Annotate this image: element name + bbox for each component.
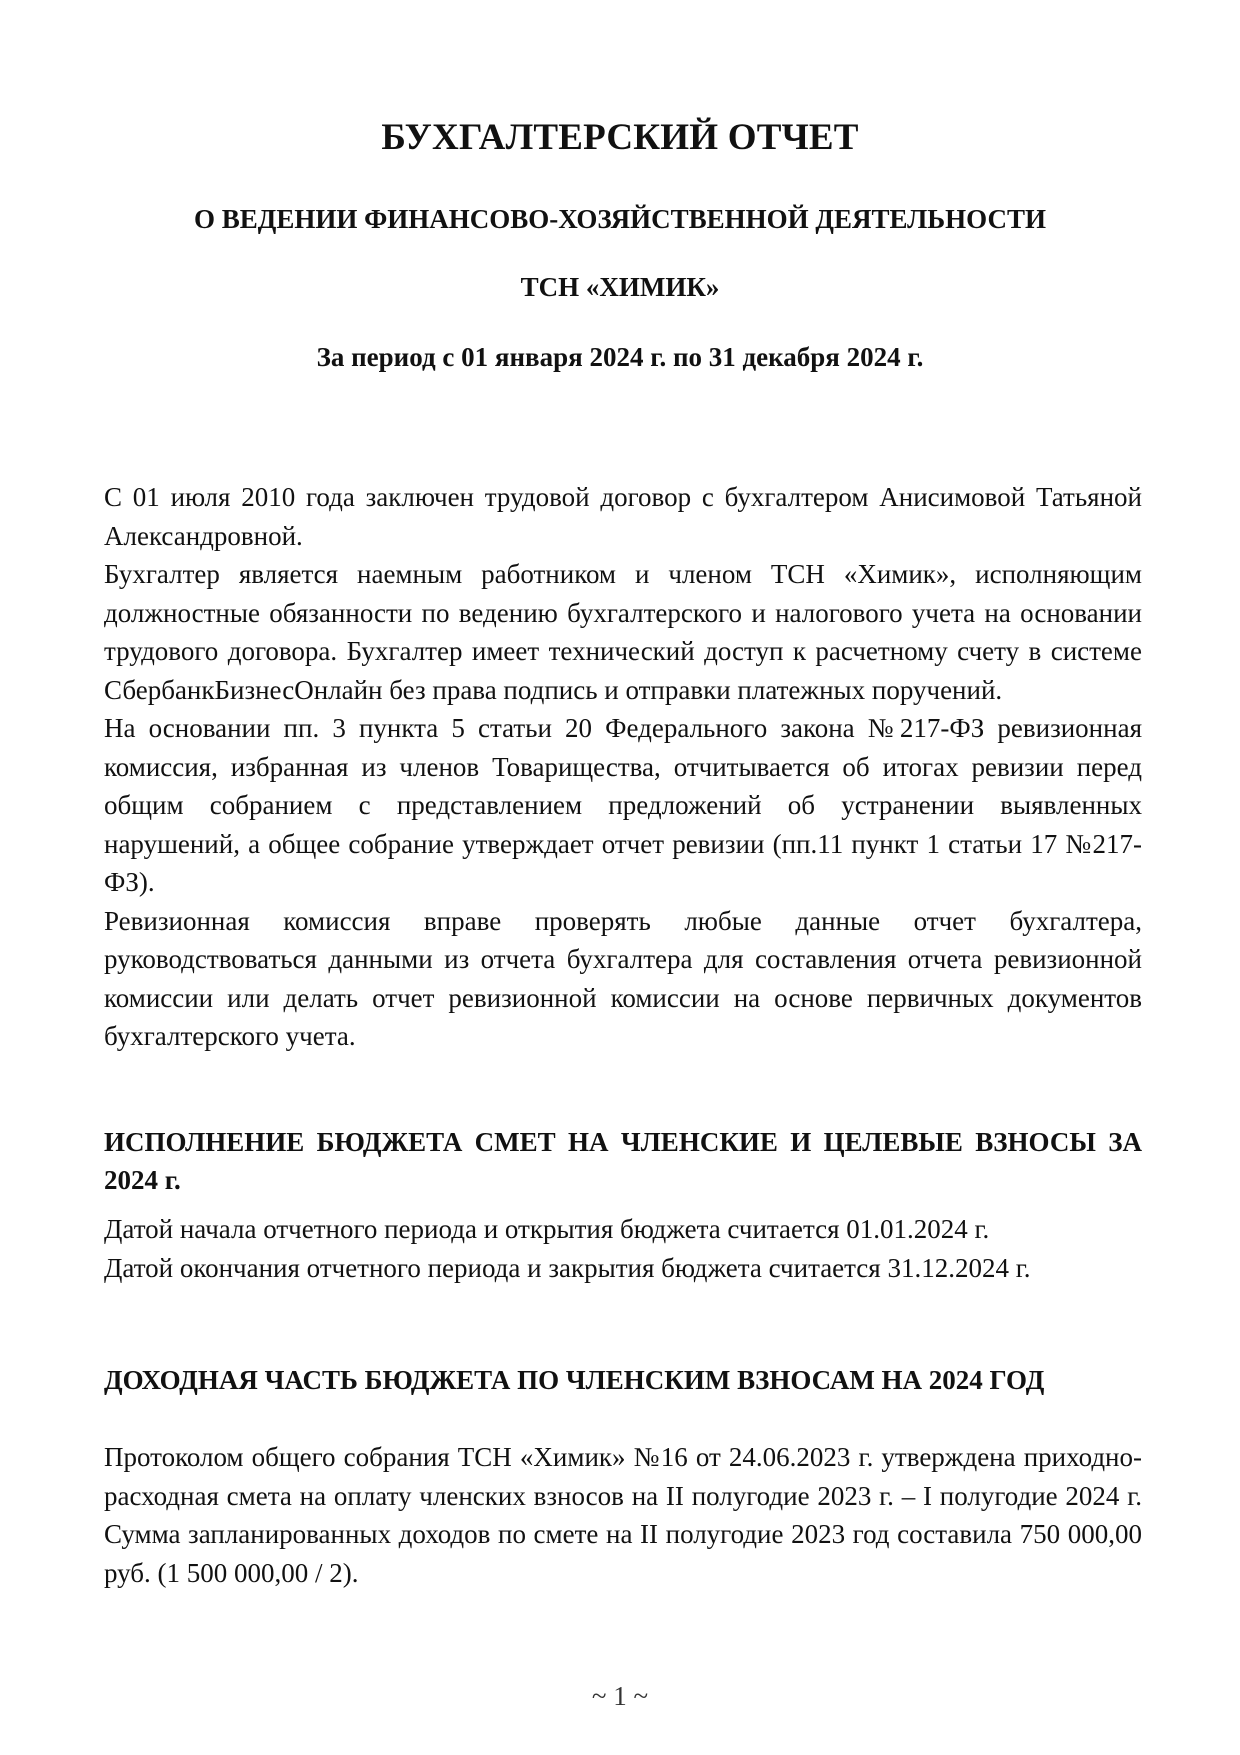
intro-paragraph: Бухгалтер является наемным работником и членом ТСН «Химик», исполняющим должностные обязанности по ведению бухгалтерского и налогового учета на основании трудового договора. Бухгалтер имеет технический доступ к расчетному счету в системе СбербанкБизнесОнлайн без права подпись и отправки платежных поручений. bbox=[104, 559, 1142, 705]
income-budget-heading: ДОХОДНАЯ ЧАСТЬ БЮДЖЕТА ПО ЧЛЕНСКИМ ВЗНОСАМ НА 2024 ГОД bbox=[104, 1365, 1045, 1395]
budget-execution-section bbox=[104, 1210, 1142, 1287]
report-period: За период с 01 января 2024 г. по 31 декабря 2024 г. bbox=[316, 342, 924, 372]
document-title: БУХГАЛТЕРСКИЙ ОТЧЕТ bbox=[381, 117, 859, 158]
page-number: ~ 1 ~ bbox=[591, 1681, 649, 1711]
income-budget-section bbox=[104, 1438, 1142, 1592]
intro-paragraph: Ревизионная комиссия вправе проверять любые данные отчет бухгалтера, руководствоваться данными из отчета бухгалтера для составления отчета ревизионной комиссии или делать отчет ревизионной комиссии на основе первичных документов бухгалтерского учета. bbox=[104, 905, 1142, 1051]
budget-execution-heading: ИСПОЛНЕНИЕ БЮДЖЕТА СМЕТ НА ЧЛЕНСКИЕ И ЦЕЛЕВЫЕ ВЗНОСЫ ЗА 2024 г. bbox=[104, 1127, 1142, 1195]
period-start-line: Датой начала отчетного периода и открытия бюджета считается 01.01.2024 г. bbox=[104, 1214, 990, 1244]
document-subtitle: О ВЕДЕНИИ ФИНАНСОВО-ХОЗЯЙСТВЕННОЙ ДЕЯТЕЛЬНОСТИ bbox=[194, 204, 1046, 234]
period-end-line: Датой окончания отчетного периода и закрытия бюджета считается 31.12.2024 г. bbox=[104, 1252, 1031, 1283]
organization-name: ТСН «ХИМИК» bbox=[520, 272, 720, 302]
intro-paragraph: На основании пп. 3 пункта 5 статьи 20 Федерального закона №217-ФЗ ревизионная комиссия, избранная из членов Товарищества, отчитывается об итогах ревизии перед общим собранием с представлением предложений об устранении выявленных нарушений, а общее собрание утверждает отчет ревизии (пп.11 пункт 1 статьи 17 №217-ФЗ). bbox=[104, 713, 1142, 897]
intro-section bbox=[104, 478, 1142, 1056]
income-budget-paragraph: Протоколом общего собрания ТСН «Химик» №16 от 24.06.2023 г. утверждена приходно-расходная смета на оплату членских взносов на II полугодие 2023 г. – I полугодие 2024 г. Сумма запланированных доходов по смете на II полугодие 2023 год составила 750 000,00 руб. (1 500 000,00 / 2). bbox=[104, 1442, 1142, 1588]
intro-paragraph: С 01 июля 2010 года заключен трудовой договор с бухгалтером Анисимовой Татьяной Александровной. bbox=[104, 482, 1142, 551]
